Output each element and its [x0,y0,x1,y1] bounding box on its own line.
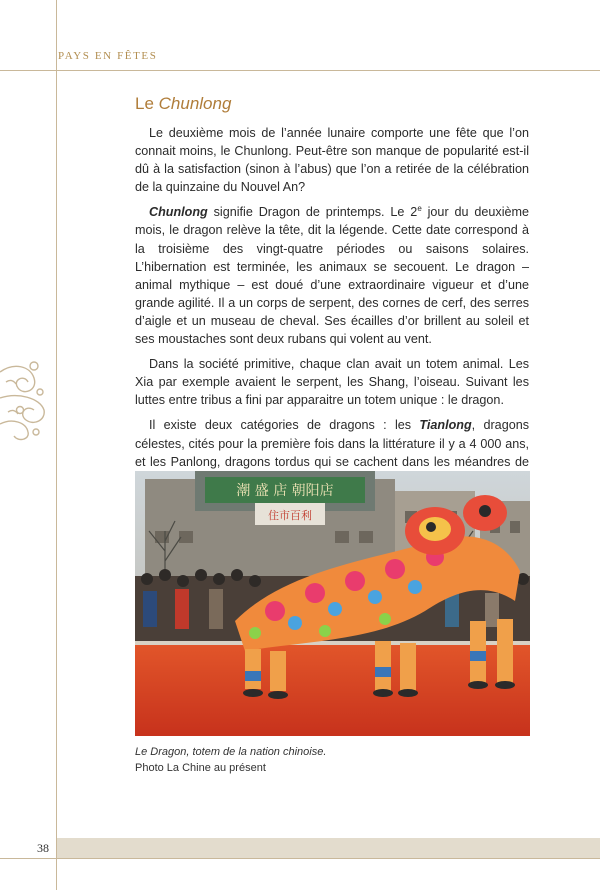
dragon-dance-photo [135,471,530,736]
shop-sign-lower-text: 住市百利 [268,509,312,522]
photo-caption [135,744,326,776]
section-title-plain: Le [135,94,159,113]
ordinal-suffix: e [417,204,422,214]
term-chunlong-text: Chunlong [149,205,208,220]
term-chunlong [149,205,208,219]
page-header [0,44,600,71]
paragraph-4-part-b: , dragons célestes, cités pour la première fois dans la littérature il y a 4 000 ans, et les Panlong, dragons tordus qui se cachent dans les méandres de [135,418,530,469]
term-tianlong-text: Tianlong [419,418,472,433]
term-tianlong [419,418,471,432]
section-title [135,94,231,114]
paragraph-2-part-b: jour du deuxième mois, le dragon relève la tête, dit la légende. Cette date correspond à la troisième des vingt-quatre périodes ou saisons solaires. L’hibernation est terminée, les animaux se secouent. Le dragon – animal mythique – est doué d’une extraordinaire vigueur et d’une grande agilité. Il a un corps de serpent, des cornes de cerf, des serres d’aigle et un museau de cheval. Ses écailles d’or brillent au soleil et ses moustaches sont deux rubans qui volent au vent. [135,205,529,347]
paragraph-1: Le deuxième mois de l’année lunaire comporte une fête que l’on connait moins, le Chunlong. Peut-être son manque de popularité est-il dû à la satisfaction (sinon à l’abus) que l’on a retirée de la célébration de la quinzaine du Nouvel An? [135,126,529,195]
caption-title: Le Dragon, totem de la nation chinoise. [135,746,327,758]
paragraph-3: Dans la société primitive, chaque clan avait un totem animal. Les Xia par exemple avaient le serpent, les Shang, l’oiseau. Suivant les luttes entre tribus a fini par apparaitre un totem unique : le dragon. [135,357,529,408]
body-text [135,124,529,496]
section-title-italic: Chunlong [158,94,232,113]
footer-rule [0,858,600,859]
floral-ornament-icon [0,352,50,444]
shop-sign-text: 潮 盛 店 朝阳店 [236,483,334,499]
running-head: PAYS EN FÊTES [58,50,158,62]
paragraph-2-part-a: signifie Dragon de printemps. Le 2 [207,205,418,220]
caption-credit: Photo La Chine au présent [135,762,266,774]
page-number: 38 [37,841,49,855]
left-margin-rule [56,0,57,890]
footer-band [57,838,600,858]
paragraph-4-part-a: Il existe deux catégories de dragons : les [149,418,420,433]
paragraph-2 [135,203,529,348]
